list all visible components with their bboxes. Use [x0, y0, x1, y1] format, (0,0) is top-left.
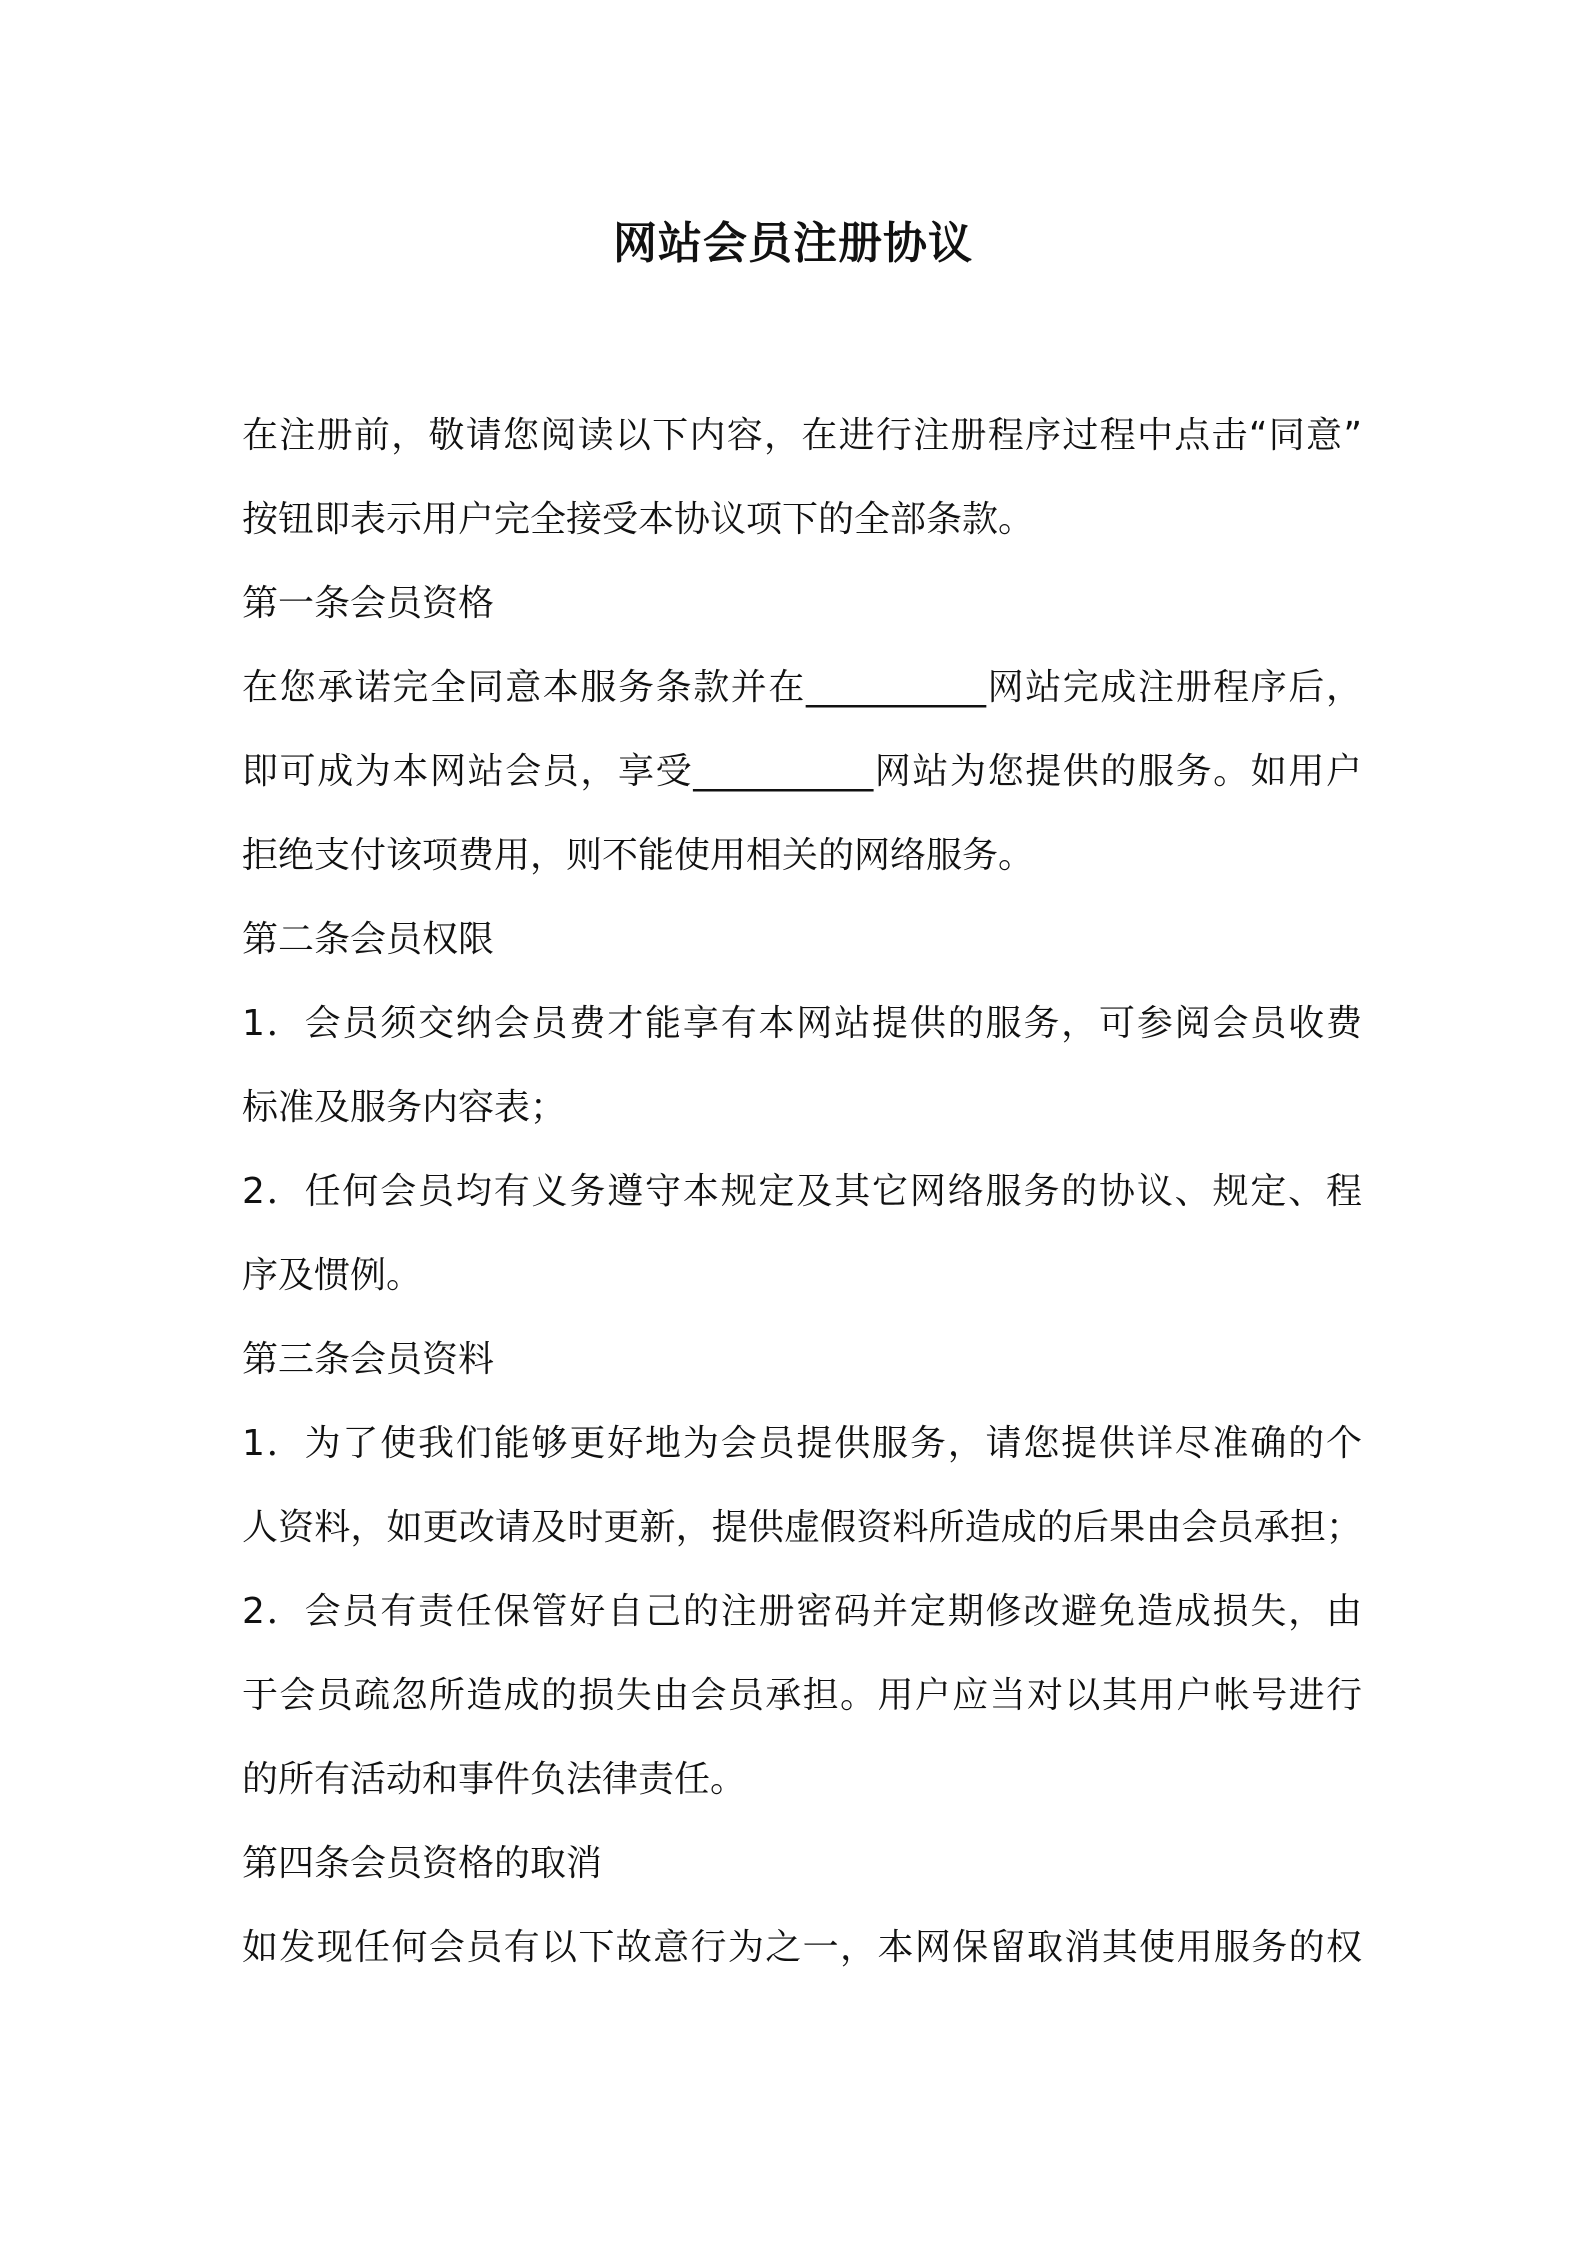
paragraph-line: 标准及服务内容表； — [242, 1087, 567, 1128]
intro-line-1: 在注册前，敬请您阅读以下内容，在进行注册程序过程中点击“同意” — [242, 415, 1362, 456]
paragraph-line: 如发现任何会员有以下故意行为之一，本网保留取消其使用服务的权 — [242, 1927, 1362, 1968]
section-heading-1: 第一条会员资格 — [242, 583, 495, 624]
paragraph-line: 的所有活动和事件负法律责任。 — [242, 1759, 747, 1800]
paragraph-line: 在您承诺完全同意本服务条款并在__________网站完成注册程序后， — [242, 667, 1362, 708]
paragraph-line: 即可成为本网站会员，享受__________网站为您提供的服务。如用户 — [242, 751, 1362, 792]
paragraph-line: 2．会员有责任保管好自己的注册密码并定期修改避免造成损失，由 — [242, 1591, 1362, 1632]
paragraph-line: 人资料，如更改请及时更新，提供虚假资料所造成的后果由会员承担； — [242, 1507, 1362, 1548]
document-title: 网站会员注册协议 — [613, 218, 973, 269]
paragraph-line: 于会员疏忽所造成的损失由会员承担。用户应当对以其用户帐号进行 — [242, 1675, 1362, 1716]
paragraph-line: 序及惯例。 — [242, 1255, 423, 1296]
intro-line-2: 按钮即表示用户完全接受本协议项下的全部条款。 — [242, 499, 1035, 540]
section-heading-3: 第三条会员资料 — [242, 1339, 495, 1380]
paragraph-line: 2．任何会员均有义务遵守本规定及其它网络服务的协议、规定、程 — [242, 1171, 1362, 1212]
paragraph-line: 拒绝支付该项费用，则不能使用相关的网络服务。 — [242, 835, 1035, 876]
section-heading-2: 第二条会员权限 — [242, 919, 495, 960]
document-body — [242, 408, 1362, 2004]
section-heading-4: 第四条会员资格的取消 — [242, 1843, 603, 1884]
paragraph-line: 1．为了使我们能够更好地为会员提供服务，请您提供详尽准确的个 — [242, 1423, 1362, 1464]
paragraph-line: 1．会员须交纳会员费才能享有本网站提供的服务，可参阅会员收费 — [242, 1003, 1362, 1044]
